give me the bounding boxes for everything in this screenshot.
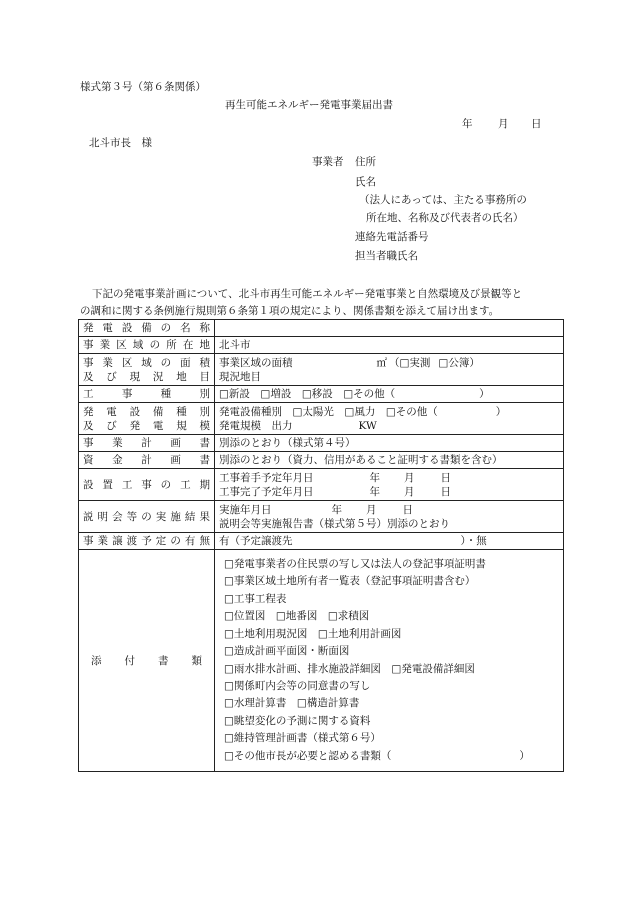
row-location (79, 337, 564, 354)
document-title: 再生可能エネルギー発電事業届出書 (225, 99, 393, 111)
row-funds (79, 452, 564, 469)
schedule-value-cell (215, 469, 564, 501)
plan-label: 事業計画書 (79, 435, 215, 452)
attachments-list (215, 550, 564, 772)
equipment-type: 発電設備種別 □太陽光 □風力 □その他（ (219, 405, 438, 418)
attachment-other: □その他市長が必要と認める書類（ (224, 749, 392, 762)
equipment-label-cell (79, 403, 215, 435)
row-area (79, 354, 564, 386)
output-scale: 発電規模 出力 (219, 419, 293, 432)
attachments-label-cell (79, 550, 215, 772)
body-line-1: 下記の発電事業計画について、北斗市再生可能エネルギー発電事業と自然環境及び景観等と (92, 288, 523, 300)
briefing-report: 説明会等実施報告書（様式第５号）別添のとおり (219, 517, 450, 530)
body-line-2: の調和に関する条例施行規則第６条第１項の規定により、関係書類を添えて届け出ます。 (80, 305, 500, 317)
row-transfer (79, 533, 564, 550)
applicant-name: 氏名 (355, 176, 376, 188)
work-type-value: □新設 □増設 □移設 □その他（ ） (215, 386, 564, 403)
start-date-label: 工事着手予定年月日 (219, 471, 314, 484)
briefing-label: 説明会等の実施結果 (79, 501, 215, 533)
area-label-2: 及び現況地目 (83, 370, 210, 383)
briefing-value-cell (215, 501, 564, 533)
start-day: 日 (440, 471, 451, 484)
funds-value: 別添のとおり（資力、信用があること証明する書類を含む） (215, 452, 564, 469)
location-label: 事業区域の所在地 (79, 337, 215, 354)
area-label-cell (79, 354, 215, 386)
land-category: 現況地目 (219, 370, 261, 383)
attachment-item: □雨水排水計画、排水施設詳細図 □発電設備詳細図 (224, 662, 475, 675)
survey-actual-check: （□実測 (389, 356, 431, 369)
row-equipment (79, 403, 564, 435)
equipment-label-2: 及び発電規模 (83, 419, 210, 432)
attachment-item: □造成計画平面図・断面図 (224, 645, 350, 658)
row-facility-name (79, 320, 564, 337)
notification-table (78, 319, 564, 772)
attachments-label: 添付書類 (91, 654, 202, 667)
end-day: 日 (440, 485, 451, 498)
area-value-cell (215, 354, 564, 386)
attachment-item: □位置図 □地番図 □求積図 (224, 610, 370, 623)
attachment-item: □関係町内会等の同意書の写し (224, 679, 371, 692)
attachment-item: □工事工程表 (224, 592, 287, 605)
equipment-value-cell (215, 403, 564, 435)
funds-label: 資金計画書 (79, 452, 215, 469)
end-month: 月 (404, 485, 415, 498)
attachment-item: □水理計算書 □構造計算書 (224, 697, 360, 710)
attachment-item-last (224, 748, 559, 765)
corporate-note-1: （法人にあっては、主たる事務所の (359, 194, 527, 206)
row-schedule (79, 469, 564, 501)
end-date-label: 工事完了予定年月日 (219, 485, 314, 498)
attachment-item: □発電事業者の住民票の写し又は法人の登記事項証明書 (224, 558, 486, 571)
person-in-charge: 担当者職氏名 (355, 250, 418, 262)
area-unit: ㎡ (376, 356, 387, 369)
output-unit: KW (358, 419, 377, 432)
form-number: 様式第３号（第６条関係） (80, 81, 206, 93)
date-day: 日 (531, 118, 542, 130)
survey-public-check: □公簿） (438, 356, 480, 369)
addressee: 北斗市長 様 (89, 137, 152, 149)
transfer-tail: ）・無 (460, 535, 487, 547)
equipment-label-1: 発電設備種別 (83, 405, 210, 418)
facility-name-label: 発電設備の名称 (79, 320, 215, 337)
briefing-date-label: 実施年月日 (219, 503, 272, 516)
row-briefing (79, 501, 564, 533)
plan-value: 別添のとおり（様式第４号） (215, 435, 564, 452)
area-label-1: 事業区域の面積 (83, 356, 210, 369)
end-year: 年 (369, 485, 380, 498)
briefing-month: 月 (366, 503, 377, 516)
work-type-label: 工事種別 (79, 386, 215, 403)
attachment-other-close: ） (519, 749, 530, 762)
attachment-item: □維持管理計画書（様式第６号） (224, 732, 381, 745)
briefing-day: 日 (402, 503, 413, 516)
applicant-label: 事業者 (312, 156, 344, 168)
facility-name-value (215, 320, 564, 337)
applicant-address: 住所 (355, 156, 376, 168)
row-attachments (79, 550, 564, 772)
start-year: 年 (369, 471, 380, 484)
row-plan (79, 435, 564, 452)
attachment-item: □事業区域土地所有者一覧表（登記事項証明書含む） (224, 575, 476, 588)
corporate-note-2: 所在地、名称及び代表者の氏名） (366, 212, 524, 224)
transfer-label: 事業譲渡予定の有無 (79, 533, 215, 550)
attachment-item: □眺望変化の予測に関する資料 (224, 714, 371, 727)
briefing-year: 年 (331, 503, 342, 516)
attachment-item: □土地利用現況図 □土地利用計画図 (224, 627, 402, 640)
row-work-type (79, 386, 564, 403)
transfer-value-cell (215, 533, 564, 550)
equipment-type-close: ） (495, 405, 507, 418)
schedule-label: 設置工事の工期 (79, 469, 215, 501)
area-text: 事業区域の面積 (219, 356, 293, 369)
location-value: 北斗市 (215, 337, 564, 354)
start-month: 月 (404, 471, 415, 484)
transfer-value: 有（予定譲渡先 (219, 535, 293, 547)
date-month: 月 (498, 118, 509, 130)
contact-phone: 連絡先電話番号 (355, 231, 429, 243)
date-year: 年 (462, 118, 473, 130)
